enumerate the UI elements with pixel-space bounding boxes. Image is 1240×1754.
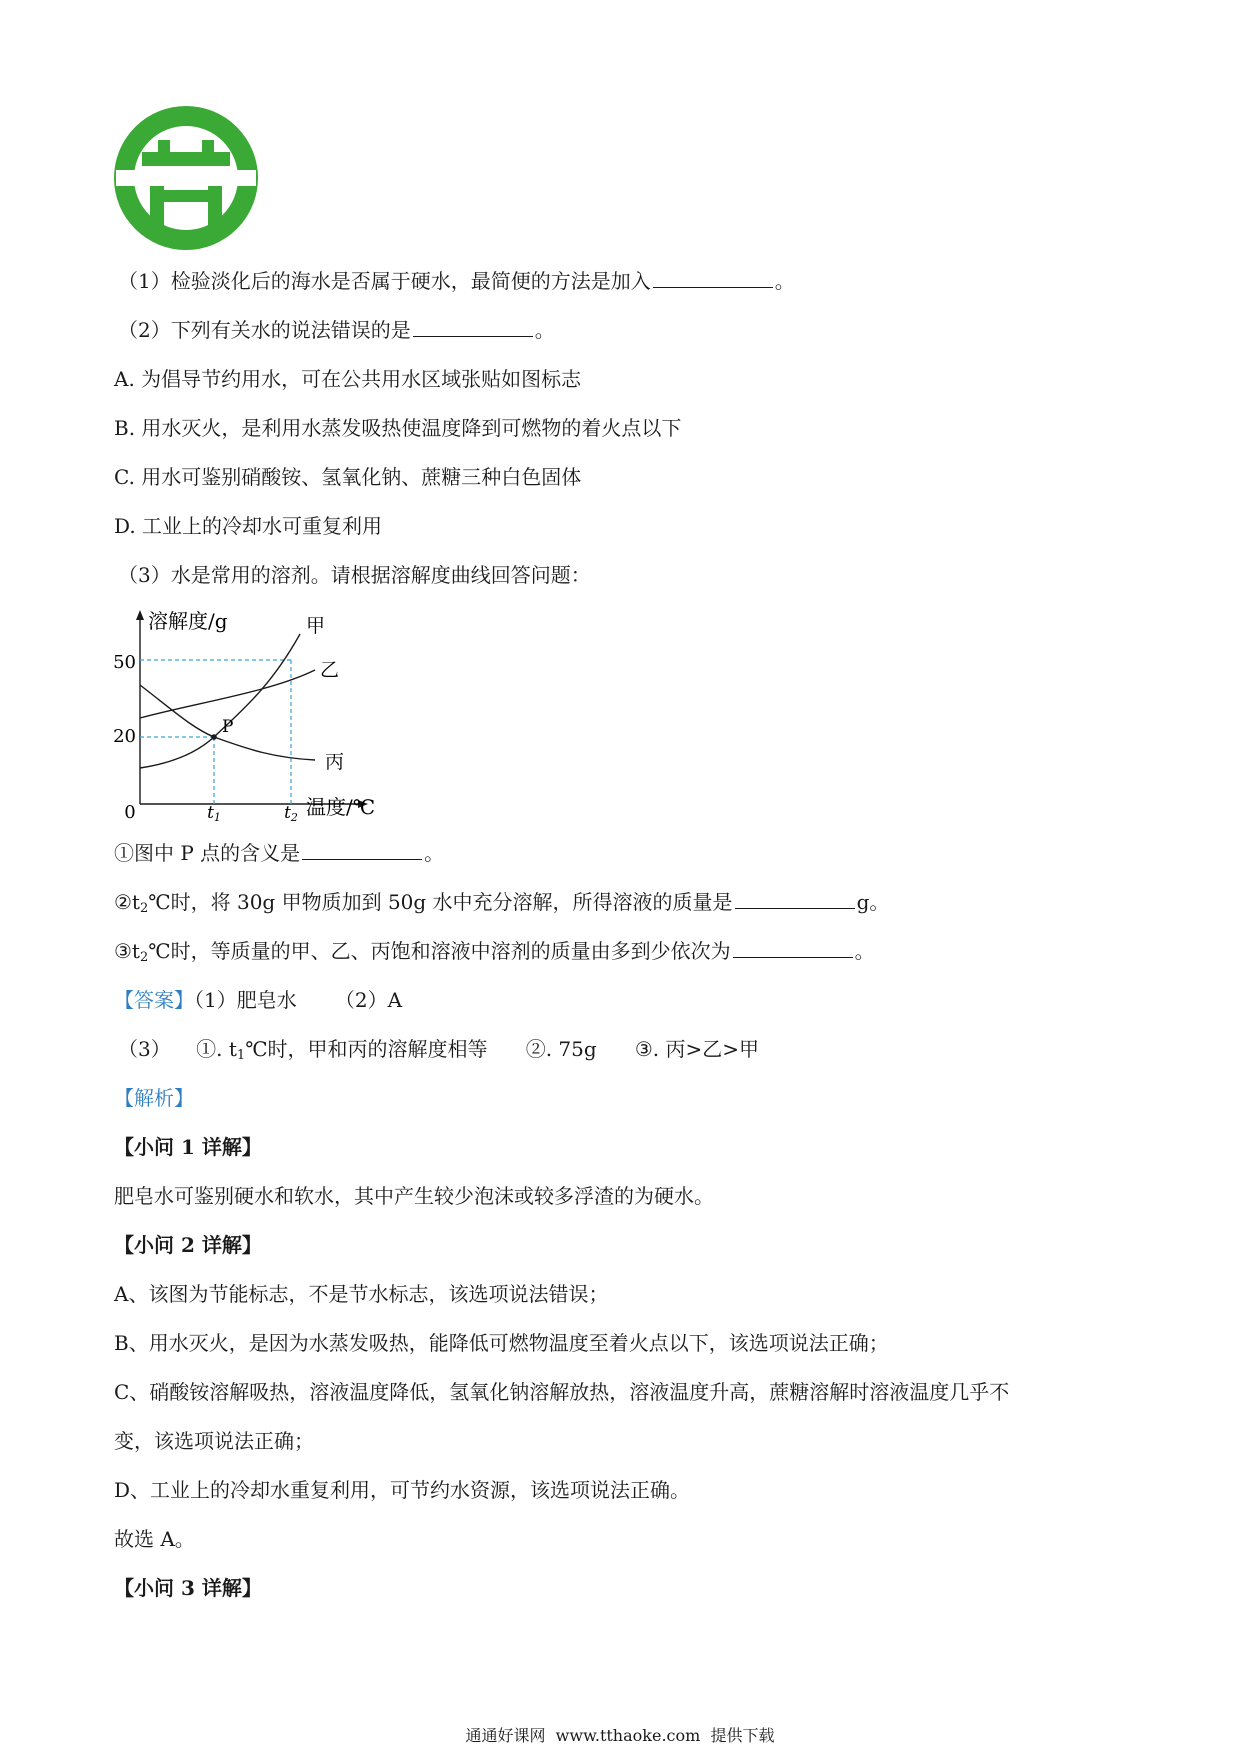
point-p-label: P (222, 717, 234, 737)
analysis-tag: 【解析】 (114, 1086, 194, 1110)
option-b: B. 用水灭火，是利用水蒸发吸热使温度降到可燃物的着火点以下 (114, 416, 682, 440)
answer-blank[interactable] (653, 269, 773, 288)
analysis-option-a: A、该图为节能标志，不是节水标志，该选项说法错误； (114, 1282, 609, 1306)
sub-question-1 (114, 840, 444, 866)
question-2 (118, 317, 555, 343)
y-axis-arrow (136, 610, 144, 620)
answer-text-1: （1）肥皂水 （2）A (194, 988, 403, 1012)
subscript: 2 (139, 950, 149, 965)
sub-question-3-suffix: 。 (854, 939, 875, 963)
answer-blank[interactable] (733, 939, 853, 958)
sub-question-1-text: ①图中 P 点的含义是 (114, 841, 301, 865)
y-tick-label: 20 (113, 726, 136, 747)
answer-blank[interactable] (413, 318, 533, 337)
point-p (211, 734, 217, 740)
sub-question-3-text: ℃时，等质量的甲、乙、丙饱和溶液中溶剂的质量由多到少依次为 (148, 939, 731, 963)
logo-icon (114, 106, 258, 250)
section-heading-2: 【小问 2 详解】 (114, 1233, 262, 1257)
answer-text-2b: ℃时，甲和丙的溶解度相等 ②. 75g ③. 丙>乙>甲 (245, 1037, 759, 1061)
sub-question-2-suffix: g。 (856, 890, 890, 914)
sub-question-3 (114, 938, 875, 971)
sub-question-1-suffix: 。 (424, 841, 445, 865)
option-c: C. 用水可鉴别硝酸铵、氢氧化钠、蔗糖三种白色固体 (114, 465, 582, 489)
subscript: 1 (236, 1048, 246, 1063)
series-label-yi: 乙 (320, 659, 340, 681)
answer-line-1 (114, 987, 402, 1013)
analysis-option-c-line-1: C、硝酸铵溶解吸热，溶液温度降低，氢氧化钠溶解放热，溶液温度升高，蔗糖溶解时溶液温度几乎不 (114, 1380, 1010, 1404)
question-2-suffix: 。 (534, 318, 555, 342)
analysis-option-b: B、用水灭火，是因为水蒸发吸热，能降低可燃物温度至着火点以下，该选项说法正确； (114, 1331, 889, 1355)
answer-tag: 【答案】 (114, 988, 194, 1012)
question-1-suffix: 。 (774, 269, 795, 293)
answer-blank[interactable] (735, 890, 855, 909)
subscript: 2 (139, 901, 149, 916)
y-tick-label: 50 (113, 652, 136, 673)
series-label-bing: 丙 (325, 751, 345, 773)
conclusion: 故选 A。 (114, 1527, 195, 1551)
x-tick-label: t1 (207, 803, 221, 824)
section-heading-3: 【小问 3 详解】 (114, 1576, 262, 1600)
curve-jia (140, 634, 300, 768)
analysis-paragraph-1: 肥皂水可鉴别硬水和软水，其中产生较少泡沫或较多浮渣的为硬水。 (114, 1184, 714, 1208)
answer-text-2a: （3） ①. t (118, 1037, 237, 1061)
question-2-text: （2）下列有关水的说法错误的是 (118, 318, 411, 342)
option-d: D. 工业上的冷却水可重复利用 (114, 514, 383, 538)
y-axis-label: 溶解度/g (148, 609, 228, 633)
sub-question-3-lead: ③t (114, 939, 140, 963)
sub-question-2 (114, 889, 889, 922)
x-axis-label: 温度/℃ (306, 795, 376, 819)
page-footer: 通通好课网 www.tthaoke.com 提供下载 (465, 1726, 775, 1745)
series-label-jia: 甲 (306, 615, 326, 637)
answer-line-2 (118, 1036, 759, 1069)
question-1-text: （1）检验淡化后的海水是否属于硬水，最简便的方法是加入 (118, 269, 651, 293)
analysis-option-d: D、工业上的冷却水重复利用，可节约水资源，该选项说法正确。 (114, 1478, 691, 1502)
question-3: （3）水是常用的溶剂。请根据溶解度曲线回答问题： (118, 563, 591, 587)
section-heading-1: 【小问 1 详解】 (114, 1135, 262, 1159)
curve-yi (140, 670, 315, 718)
analysis-option-c-line-2: 变，该选项说法正确； (114, 1429, 314, 1453)
origin-label: 0 (124, 802, 136, 823)
option-a: A. 为倡导节约用水，可在公共用水区域张贴如图标志 (114, 367, 582, 391)
x-tick-label: t2 (284, 803, 298, 824)
sub-question-2-lead: ②t (114, 890, 140, 914)
solubility-chart (110, 600, 390, 824)
sub-question-2-text: ℃时，将 30g 甲物质加到 50g 水中充分溶解，所得溶液的质量是 (148, 890, 733, 914)
answer-blank[interactable] (302, 841, 422, 860)
question-1 (118, 268, 795, 294)
